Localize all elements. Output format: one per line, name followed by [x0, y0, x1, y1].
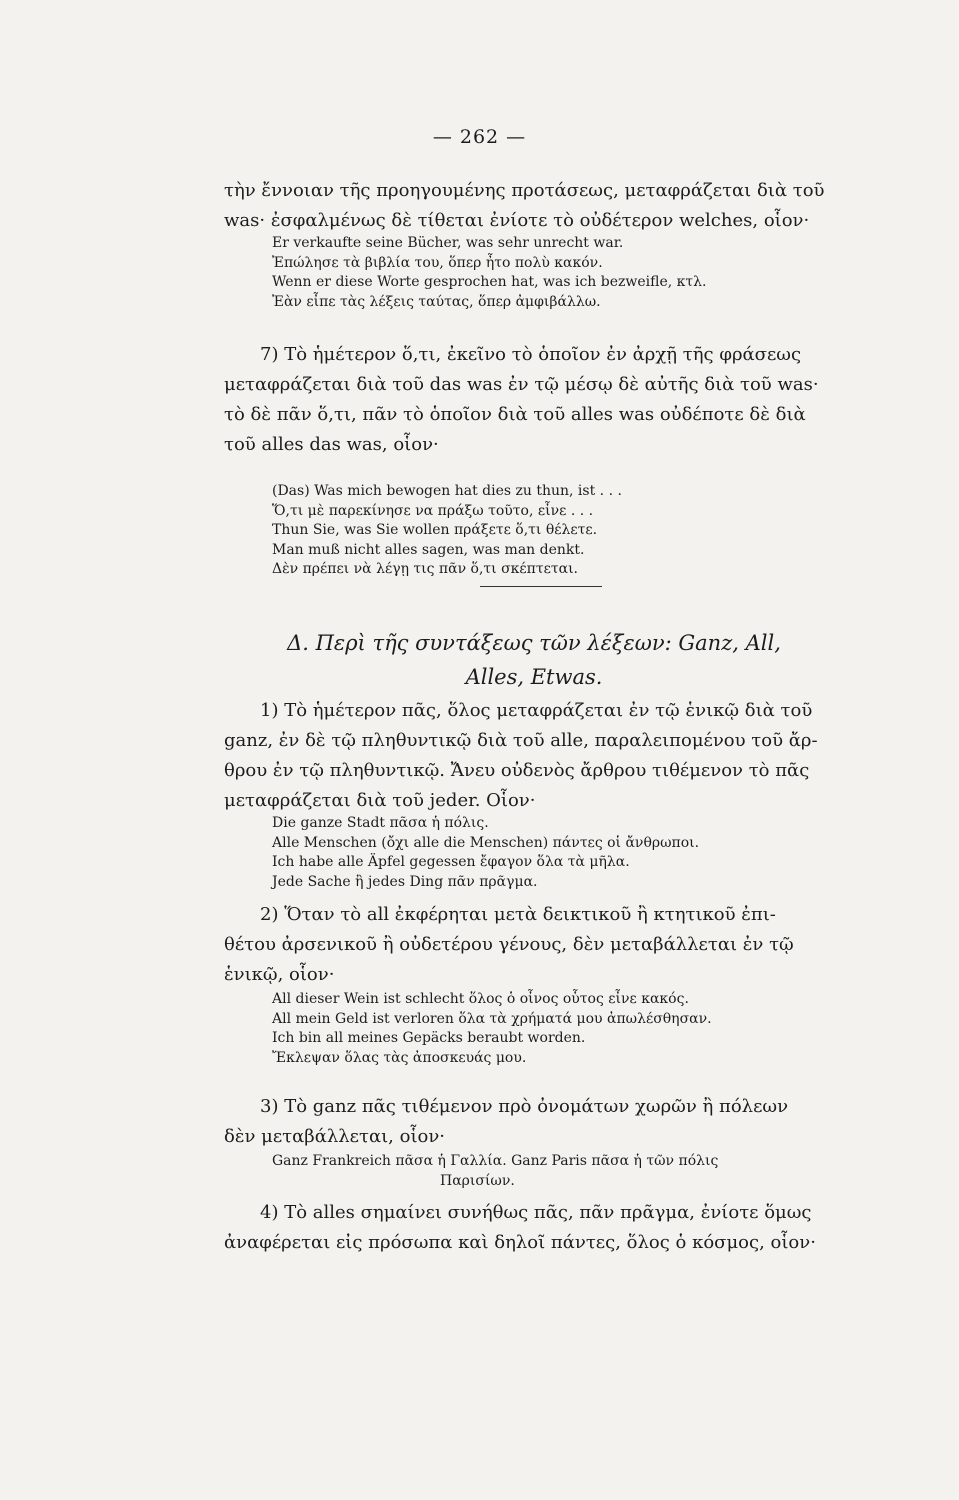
text-line: 3) Τὸ ganz πᾶς τιθέμενον πρὸ ὀνομάτων χωρῶν ἢ πόλεων [260, 1096, 789, 1117]
text-line: μεταφράζεται διὰ τοῦ jeder. Οἷον· [224, 790, 536, 811]
examples-block-s3 [272, 1152, 832, 1191]
text-line: θρου ἐν τῷ πληθυντικῷ. Ἄνευ οὐδενὸς ἄρθρου τιθέμενον τὸ πᾶς [224, 760, 810, 781]
example-line: Thun Sie, was Sie wollen πράξετε ὅ,τι θέλετε. [272, 522, 598, 538]
text-line: τὴν ἔννοιαν τῆς προηγουμένης προτάσεως, μεταφράζεται διὰ τοῦ [224, 180, 825, 201]
examples-block-1 [272, 234, 832, 312]
text-line: τὸ δὲ πᾶν ὅ,τι, πᾶν τὸ ὁποῖον διὰ τοῦ alles was οὐδέποτε δὲ διὰ [224, 404, 806, 425]
text-line: 4) Τὸ alles σημαίνει συνήθως πᾶς, πᾶν πρᾶγμα, ἐνίοτε ὅμως [260, 1202, 812, 1223]
text-line: δὲν μεταβάλλεται, οἷον· [224, 1126, 446, 1147]
text-line: ἀναφέρεται εἰς πρόσωπα καὶ δηλοῖ πάντες, ὅλος ὁ κόσμος, οἷον· [224, 1232, 816, 1253]
example-line: Jede Sache ἢ jedes Ding πᾶν πρᾶγμα. [272, 873, 538, 890]
page-number: — 262 — [432, 126, 527, 148]
example-line: All dieser Wein ist schlecht ὅλος ὁ οἶνος οὗτος εἶνε κακός. [272, 991, 689, 1007]
intro-paragraph [224, 176, 844, 236]
example-line: Die ganze Stadt πᾶσα ἡ πόλις. [272, 815, 489, 831]
text-line: was· ἐσφαλμένως δὲ τίθεται ἐνίοτε τὸ οὐδέτερον welches, οἷον· [224, 210, 810, 231]
example-line: Ἔκλεψαν ὅλας τὰς ἀποσκευάς μου. [272, 1049, 527, 1066]
example-line: Ἐπώλησε τὰ βιβλία του, ὅπερ ἦτο πολὺ κακόν. [272, 254, 603, 271]
text-line: 1) Τὸ ἡμέτερον πᾶς, ὅλος μεταφράζεται ἐν τῷ ἑνικῷ διὰ τοῦ [260, 700, 813, 721]
heading-line: Alles, Etwas. [465, 665, 603, 689]
text-line: ganz, ἐν δὲ τῷ πληθυντικῷ διὰ τοῦ alle, παραλειπομένου τοῦ ἄρ- [224, 730, 818, 751]
example-line: Ἐὰν εἶπε τὰς λέξεις ταύτας, ὅπερ ἀμφιβάλλω. [272, 293, 601, 310]
section-heading [224, 626, 844, 694]
example-line: Er verkaufte seine Bücher, was sehr unrecht war. [272, 235, 624, 251]
text-line: ἑνικῷ, οἷον· [224, 964, 335, 985]
paragraph-section-1 [224, 696, 844, 816]
section-divider [480, 586, 602, 587]
paragraph-section-2 [224, 900, 844, 990]
text-line: τοῦ alles das was, οἷον· [224, 434, 439, 455]
example-line: Ich bin all meines Gepäcks beraubt worden. [272, 1030, 586, 1046]
paragraph-7 [224, 340, 844, 460]
heading-line: Δ. Περὶ τῆς συντάξεως τῶν λέξεων: Ganz, All, [287, 631, 781, 655]
example-line: Ὅ,τι μὲ παρεκίνησε να πράξω τοῦτο, εἶνε . . . [272, 502, 594, 519]
example-line: Alle Menschen (ὄχι alle die Menschen) πάντες οἱ ἄνθρωποι. [272, 834, 700, 851]
examples-block-7 [272, 482, 832, 580]
example-line: Man muß nicht alles sagen, was man denkt. [272, 541, 585, 558]
text-line: θέτου ἀρσενικοῦ ἢ οὐδετέρου γένους, δὲν μεταβάλλεται ἐν τῷ [224, 934, 794, 955]
example-line: Ganz Frankreich πᾶσα ἡ Γαλλία. Ganz Paris πᾶσα ἡ τῶν πόλις [272, 1153, 719, 1169]
text-line: 2) Ὅταν τὸ all ἐκφέρηται μετὰ δεικτικοῦ ἢ κτητικοῦ ἐπι- [260, 904, 776, 925]
text-line: 7) Τὸ ἡμέτερον ὅ,τι, ἐκεῖνο τὸ ὁποῖον ἐν ἀρχῇ τῆς φράσεως [260, 344, 802, 365]
examples-block-s2 [272, 990, 832, 1068]
example-line: (Das) Was mich bewogen hat dies zu thun, ist . . . [272, 483, 622, 499]
paragraph-section-4 [224, 1198, 844, 1258]
example-line: Ich habe alle Äpfel gegessen ἔφαγον ὅλα τὰ μῆλα. [272, 854, 630, 870]
example-line: Παρισίων. [440, 1172, 515, 1189]
examples-block-s1 [272, 814, 832, 892]
example-line: Wenn er diese Worte gesprochen hat, was ich bezweifle, κτλ. [272, 274, 707, 290]
example-line: All mein Geld ist verloren ὅλα τὰ χρήματά μου ἀπωλέσθησαν. [272, 1010, 712, 1027]
example-line: Δὲν πρέπει νὰ λέγῃ τις πᾶν ὅ,τι σκέπτεται. [272, 561, 579, 577]
text-line: μεταφράζεται διὰ τοῦ das was ἐν τῷ μέσῳ δὲ αὐτῆς διὰ τοῦ was· [224, 374, 819, 395]
paragraph-section-3 [224, 1092, 844, 1152]
